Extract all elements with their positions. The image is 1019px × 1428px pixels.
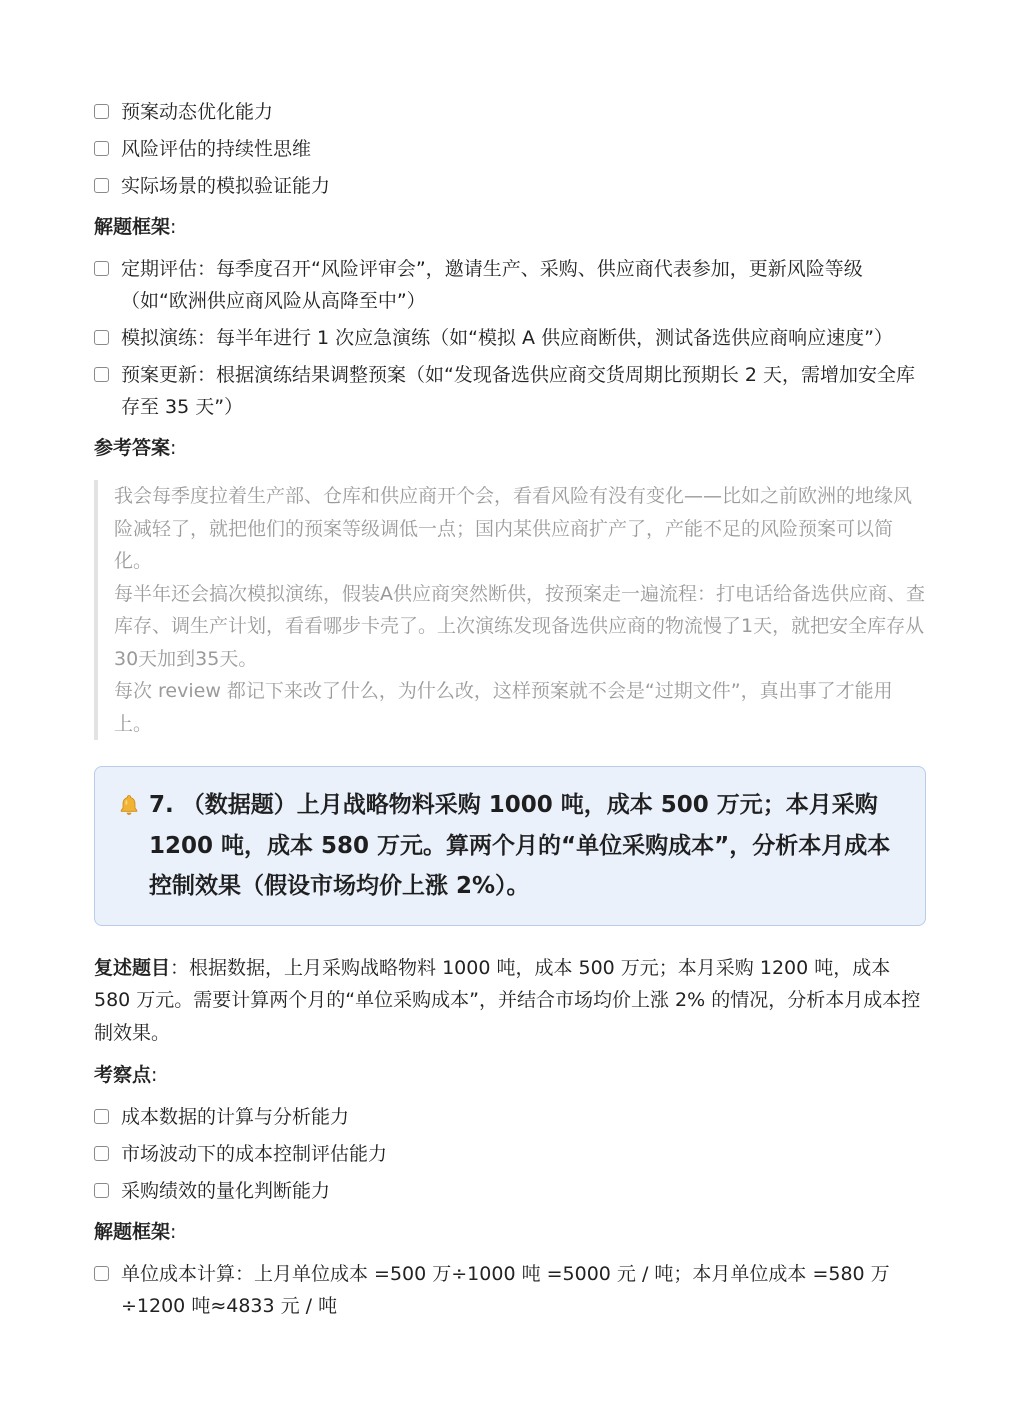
checklist-item — [94, 133, 926, 165]
heading-colon: : — [170, 437, 177, 459]
answer-paragraph: 我会每季度拉着生产部、仓库和供应商开个会，看看风险有没有变化——比如之前欧洲的地缘风险减轻了，就把他们的预案等级调低一点；国内某供应商扩产了，产能不足的风险预案可以简化。 — [114, 485, 913, 572]
checkbox-icon[interactable] — [94, 261, 109, 276]
answer-paragraph: 每半年还会搞次模拟演练，假装A供应商突然断供，按预案走一遍流程：打电话给备选供应商、查库存、调生产计划，看看哪步卡壳了。上次演练发现备选供应商的物流慢了1天，就把安全库存从30天加到35天。 — [114, 582, 926, 670]
question-text: 7. （数据题）上月战略物料采购 1000 吨，成本 500 万元；本月采购 1200 吨，成本 580 万元。算两个月的“单位采购成本”，分析本月成本控制效果（假设市场均价上涨 2%）。 — [149, 792, 891, 899]
restate-text: 根据数据，上月采购战略物料 1000 吨，成本 500 万元；本月采购 1200 吨，成本 580 万元。需要计算两个月的“单位采购成本”，并结合市场均价上涨 2% 的情况，分析本月成本控制效果。 — [94, 956, 921, 1044]
points-checklist — [94, 1101, 926, 1207]
checklist-item — [94, 322, 926, 354]
checklist-item-text: 预案更新：根据演练结果调整预案（如“发现备选供应商交货周期比预期长 2 天，需增加安全库存至 35 天”） — [121, 364, 916, 418]
points-heading — [94, 1059, 926, 1091]
heading-colon: : — [170, 1221, 177, 1243]
bell-icon — [117, 793, 141, 817]
framework-checklist-2 — [94, 1258, 926, 1322]
checklist-item-text: 成本数据的计算与分析能力 — [121, 1106, 350, 1128]
restate-colon: ： — [170, 956, 190, 979]
checklist-item — [94, 170, 926, 202]
answer-heading — [94, 432, 926, 464]
framework-heading-text: 解题框架 — [94, 216, 171, 238]
checklist-item — [94, 1101, 926, 1133]
question-callout — [94, 766, 926, 926]
checklist-item — [94, 1138, 926, 1170]
framework-heading — [94, 211, 926, 243]
checklist-item-text: 市场波动下的成本控制评估能力 — [121, 1143, 388, 1165]
answer-heading-text: 参考答案 — [94, 437, 171, 459]
checklist-item — [94, 359, 926, 423]
restate-paragraph — [94, 952, 926, 1050]
top-checklist — [94, 96, 926, 202]
checklist-item-text: 单位成本计算：上月单位成本 =500 万÷1000 吨 =5000 元 / 吨；本月单位成本 =580 万÷1200 吨≈4833 元 / 吨 — [121, 1263, 890, 1317]
answer-blockquote — [94, 480, 926, 740]
checklist-item-text: 模拟演练：每半年进行 1 次应急演练（如“模拟 A 供应商断供，测试备选供应商响应速度”） — [121, 327, 893, 349]
checklist-item-text: 定期评估：每季度召开“风险评审会”，邀请生产、采购、供应商代表参加，更新风险等级（如“欧洲供应商风险从高降至中”） — [121, 258, 863, 312]
framework-heading-text: 解题框架 — [94, 1221, 171, 1243]
checklist-item — [94, 96, 926, 128]
checkbox-icon[interactable] — [94, 104, 109, 119]
checklist-item — [94, 1258, 926, 1322]
checkbox-icon[interactable] — [94, 330, 109, 345]
heading-colon: : — [170, 216, 177, 238]
checkbox-icon[interactable] — [94, 1146, 109, 1161]
heading-colon: : — [151, 1064, 158, 1086]
checklist-item-text: 预案动态优化能力 — [121, 101, 274, 123]
checkbox-icon[interactable] — [94, 1266, 109, 1281]
points-heading-text: 考察点 — [94, 1064, 152, 1086]
checklist-item-text: 实际场景的模拟验证能力 — [121, 175, 331, 197]
checklist-item — [94, 253, 926, 317]
checkbox-icon[interactable] — [94, 367, 109, 382]
answer-paragraph: 每次 review 都记下来改了什么，为什么改，这样预案就不会是“过期文件”，真出事了才能用上。 — [114, 680, 893, 735]
checkbox-icon[interactable] — [94, 1109, 109, 1124]
document-page — [94, 96, 926, 1327]
framework-checklist — [94, 253, 926, 423]
checklist-item-text: 风险评估的持续性思维 — [121, 138, 312, 160]
checklist-item-text: 采购绩效的量化判断能力 — [121, 1180, 331, 1202]
checkbox-icon[interactable] — [94, 178, 109, 193]
checkbox-icon[interactable] — [94, 141, 109, 156]
restate-label: 复述题目 — [94, 956, 171, 979]
checkbox-icon[interactable] — [94, 1183, 109, 1198]
framework-heading-2 — [94, 1216, 926, 1248]
checklist-item — [94, 1175, 926, 1207]
